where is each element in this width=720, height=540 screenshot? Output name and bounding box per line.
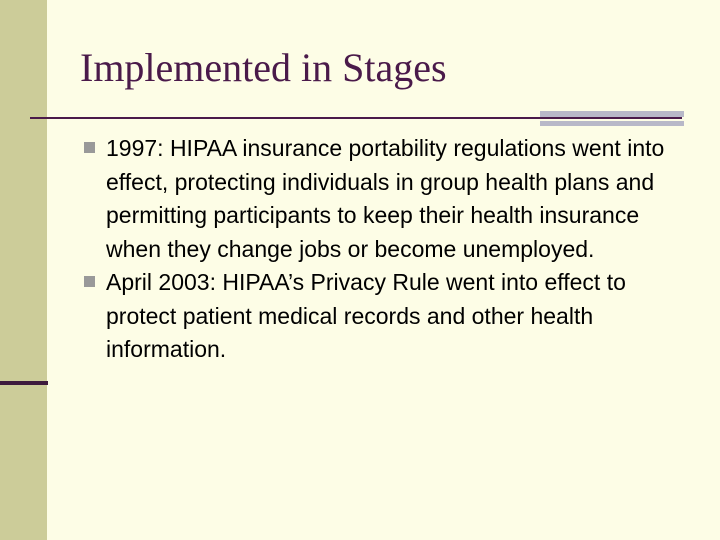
square-bullet-icon <box>84 142 95 153</box>
bullet-text: April 2003: HIPAA’s Privacy Rule went into effect to protect patient medical records and other health information. <box>106 269 626 362</box>
bullet-text: 1997: HIPAA insurance portability regulations went into effect, protecting individuals in group health plans and permitting participants to keep their health insurance when they change jobs or become unemployed. <box>106 135 665 262</box>
title-underline <box>30 117 682 119</box>
title-rule-accent-bottom <box>540 121 684 126</box>
left-sidebar-band <box>0 0 47 540</box>
bullet-item <box>84 266 694 367</box>
slide-title: Implemented in Stages <box>80 45 447 90</box>
bullet-list <box>84 132 694 367</box>
sidebar-accent-line <box>0 381 48 385</box>
square-bullet-icon <box>84 276 95 287</box>
bullet-item <box>84 132 694 266</box>
